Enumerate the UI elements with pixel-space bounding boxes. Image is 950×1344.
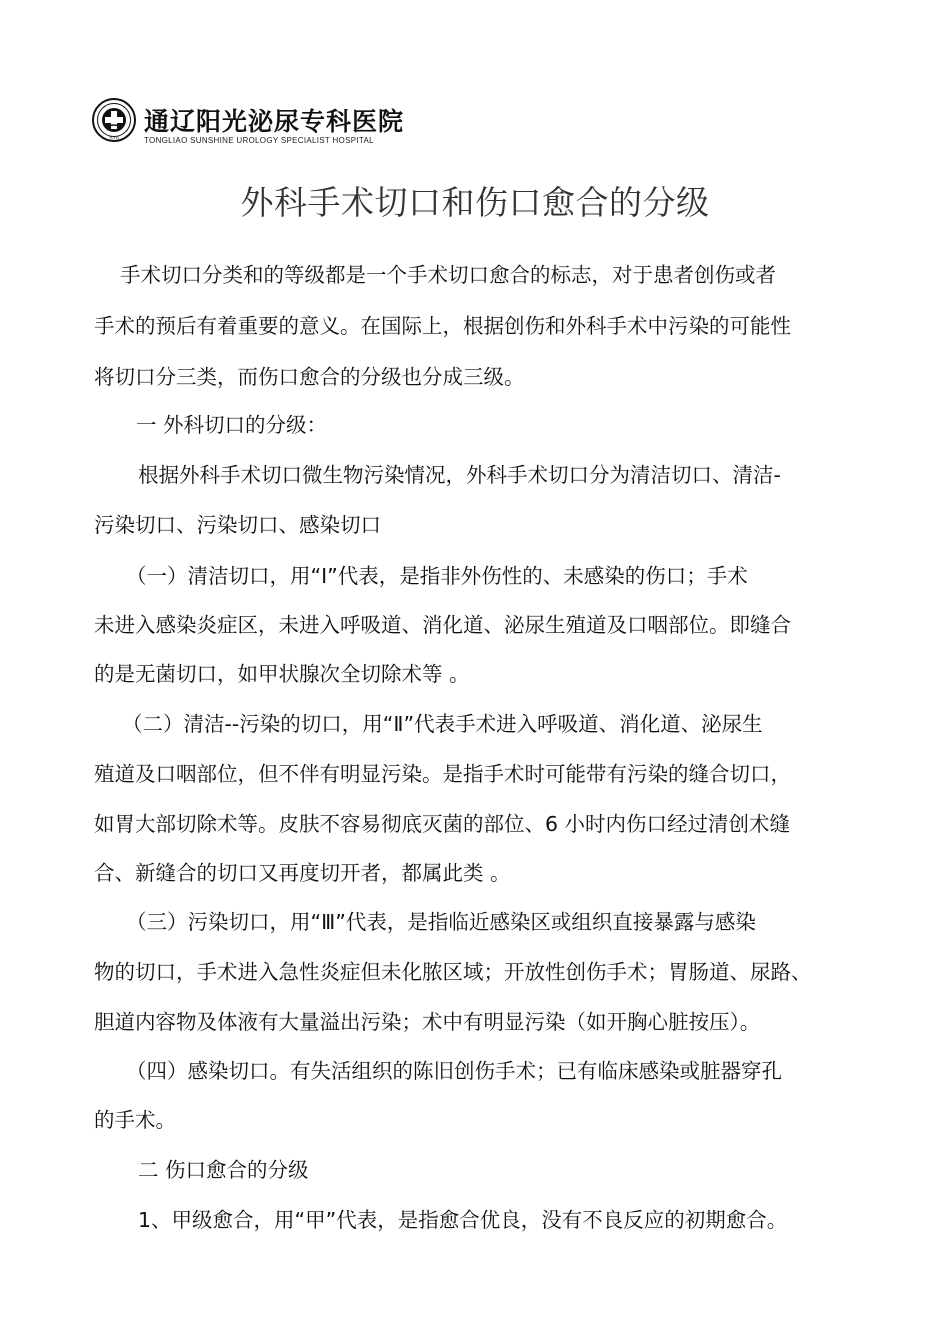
paragraph-line: 物的切口，手术进入急性炎症但未化脓区域；开放性创伤手术；胃肠道、尿路、 — [94, 960, 812, 984]
hospital-header — [92, 98, 412, 158]
hospital-seal-logo — [92, 98, 136, 142]
paragraph-line: 殖道及口咽部位，但不伴有明显污染。是指手术时可能带有污染的缝合切口， — [94, 762, 791, 786]
seal-text: TLYG — [108, 135, 120, 140]
paragraph-line: 合、新缝合的切口又再度切开者，都属此类 。 — [94, 861, 511, 885]
paragraph-line: 的是无菌切口，如甲状腺次全切除术等 。 — [94, 662, 470, 686]
paragraph-line: （一）清洁切口，用“Ⅰ”代表，是指非外伤性的、未感染的伤口；手术 — [126, 564, 748, 588]
section-heading: 二 伤口愈合的分级 — [138, 1158, 309, 1182]
paragraph-line: 未进入感染炎症区，未进入呼吸道、消化道、泌尿生殖道及口咽部位。即缝合 — [94, 613, 791, 637]
paragraph-line: 手术的预后有着重要的意义。在国际上，根据创伤和外科手术中污染的可能性 — [94, 314, 791, 338]
paragraph-line: 手术切口分类和的等级都是一个手术切口愈合的标志，对于患者创伤或者 — [120, 263, 776, 287]
hospital-name-en: TONGLIAO SUNSHINE UROLOGY SPECIALIST HOSPITAL — [144, 136, 374, 145]
paragraph-line: 胆道内容物及体液有大量溢出污染；术中有明显污染（如开胸心脏按压）。 — [94, 1010, 761, 1034]
document-title: 外科手术切口和伤口愈合的分级 — [240, 183, 710, 222]
paragraph-line: 如胃大部切除术等。皮肤不容易彻底灭菌的部位、6 小时内伤口经过清创术缝 — [94, 812, 791, 836]
paragraph-line: 根据外科手术切口微生物污染情况，外科手术切口分为清洁切口、清洁- — [138, 463, 781, 487]
hospital-name-cn: 通辽阳光泌尿专科医院 — [144, 107, 405, 136]
paragraph-line: 污染切口、污染切口、感染切口 — [94, 513, 381, 537]
paragraph-line: （三）污染切口，用“Ⅲ”代表，是指临近感染区或组织直接暴露与感染 — [126, 910, 756, 934]
paragraph-line: 的手术。 — [94, 1108, 176, 1132]
paragraph-line: （四）感染切口。有失活组织的陈旧创伤手术；已有临床感染或脏器穿孔 — [126, 1059, 782, 1083]
paragraph-line: （二）清洁--污染的切口，用“Ⅱ”代表手术进入呼吸道、消化道、泌尿生 — [122, 712, 763, 736]
paragraph-line: 将切口分三类，而伤口愈合的分级也分成三级。 — [94, 365, 525, 389]
section-heading: 一 外科切口的分级： — [136, 413, 328, 437]
paragraph-line: 1、甲级愈合，用“甲”代表，是指愈合优良，没有不良反应的初期愈合。 — [138, 1208, 788, 1232]
